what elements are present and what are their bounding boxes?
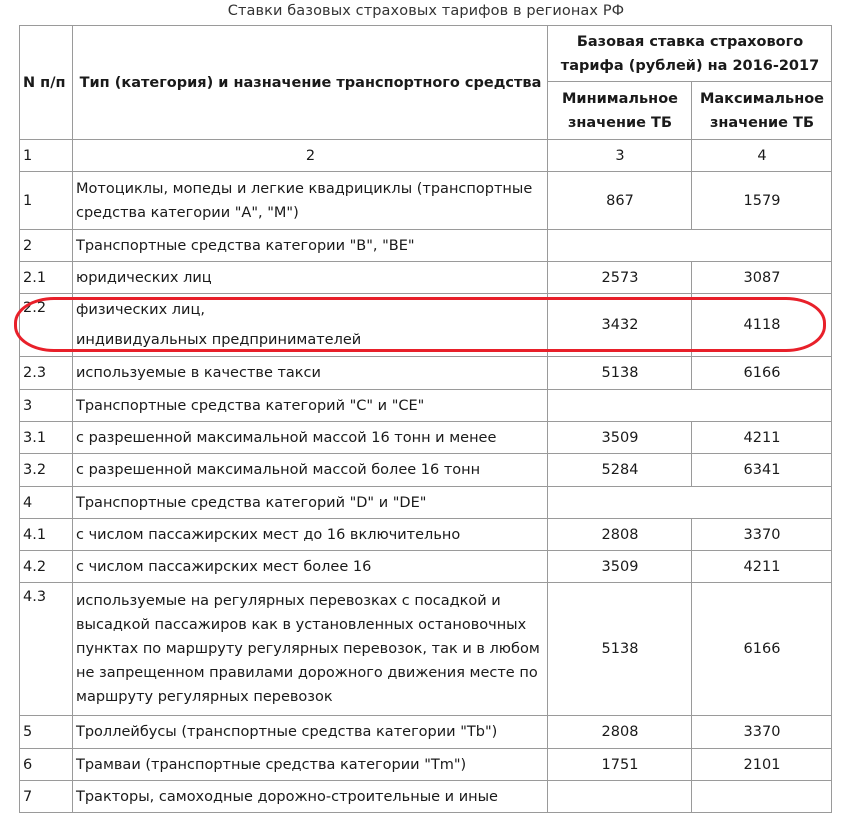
row-type-line-1: физических лиц, [76,302,205,318]
header-max-value: Максимальное значение ТБ [692,82,832,140]
index-cell-4: 4 [692,140,832,172]
header-min-value: Минимальное значение ТБ [548,82,692,140]
index-cell-3: 3 [548,140,692,172]
row-max: 3370 [692,519,832,551]
row-number: 2.1 [20,262,73,294]
table-row [20,781,832,813]
row-number: 2.3 [20,357,73,390]
row-min: 5138 [548,583,692,716]
row-number: 3.1 [20,422,73,454]
row-type: используемые на регулярных перевозках с посадкой и высадкой пассажиров как в установленных остановочных пунктах по маршруту регулярных перевозок, так и в любом не запрещенном правилами дорожного движения месте по маршруту регулярных перевозок [73,583,548,716]
row-empty-values [548,230,832,262]
row-number: 4.3 [20,583,73,716]
row-number: 3.2 [20,454,73,487]
row-number: 4.1 [20,519,73,551]
row-type: с числом пассажирских мест более 16 [73,551,548,583]
table-row [20,172,832,230]
row-number: 4 [20,487,73,519]
row-max: 4118 [692,294,832,357]
table-row [20,454,832,487]
row-type: Трамваи (транспортные средства категории "Tm") [73,749,548,781]
row-type: юридических лиц [73,262,548,294]
row-number: 7 [20,781,73,813]
row-type-line-2: индивидуальных предпринимателей [76,332,362,348]
table-row [20,716,832,749]
table-row [20,262,832,294]
row-max: 4211 [692,422,832,454]
row-min: 867 [548,172,692,230]
row-min: 2808 [548,716,692,749]
row-type: с разрешенной максимальной массой более 16 тонн [73,454,548,487]
row-max: 6341 [692,454,832,487]
row-min: 5284 [548,454,692,487]
row-type: с разрешенной максимальной массой 16 тонн и менее [73,422,548,454]
header-base-rate: Базовая ставка страхового тарифа (рублей) на 2016-2017 [548,26,832,82]
row-number: 6 [20,749,73,781]
table-row [20,519,832,551]
table-row [20,551,832,583]
index-row [20,140,832,172]
row-type: Мотоциклы, мопеды и легкие квадрициклы (транспортные средства категории "A", "M") [73,172,548,230]
row-number: 4.2 [20,551,73,583]
row-type: Транспортные средства категорий "D" и "DE" [73,487,548,519]
row-number: 2 [20,230,73,262]
row-max: 6166 [692,357,832,390]
header-vehicle-type: Тип (категория) и назначение транспортного средства [73,26,548,140]
header-number: N п/п [20,26,73,140]
index-cell-1: 1 [20,140,73,172]
table-row [20,357,832,390]
row-max [692,781,832,813]
row-number: 3 [20,390,73,422]
table-row [20,487,832,519]
row-max: 6166 [692,583,832,716]
row-max: 1579 [692,172,832,230]
row-max: 3370 [692,716,832,749]
row-number: 1 [20,172,73,230]
row-type: Тракторы, самоходные дорожно-строительные и иные [73,781,548,813]
table-row-highlighted [20,294,832,357]
index-cell-2: 2 [73,140,548,172]
table-row [20,422,832,454]
row-type: Троллейбусы (транспортные средства категории "Tb") [73,716,548,749]
row-min: 3509 [548,551,692,583]
row-min [548,781,692,813]
row-empty-values [548,487,832,519]
table-caption: Ставки базовых страховых тарифов в регионах РФ [227,3,625,19]
row-min: 3432 [548,294,692,357]
row-type [73,294,548,357]
row-min: 3509 [548,422,692,454]
row-number: 2.2 [20,294,73,357]
table-row [20,583,832,716]
row-min: 5138 [548,357,692,390]
row-number: 5 [20,716,73,749]
table-row [20,390,832,422]
row-type: используемые в качестве такси [73,357,548,390]
table-row [20,749,832,781]
row-max: 3087 [692,262,832,294]
row-min: 1751 [548,749,692,781]
table-row [20,230,832,262]
row-max: 4211 [692,551,832,583]
row-type: Транспортные средства категории "B", "BE" [73,230,548,262]
row-type: с числом пассажирских мест до 16 включительно [73,519,548,551]
row-min: 2573 [548,262,692,294]
row-type: Транспортные средства категорий "C" и "CE" [73,390,548,422]
row-max: 2101 [692,749,832,781]
tariff-table [19,25,832,813]
row-min: 2808 [548,519,692,551]
row-empty-values [548,390,832,422]
